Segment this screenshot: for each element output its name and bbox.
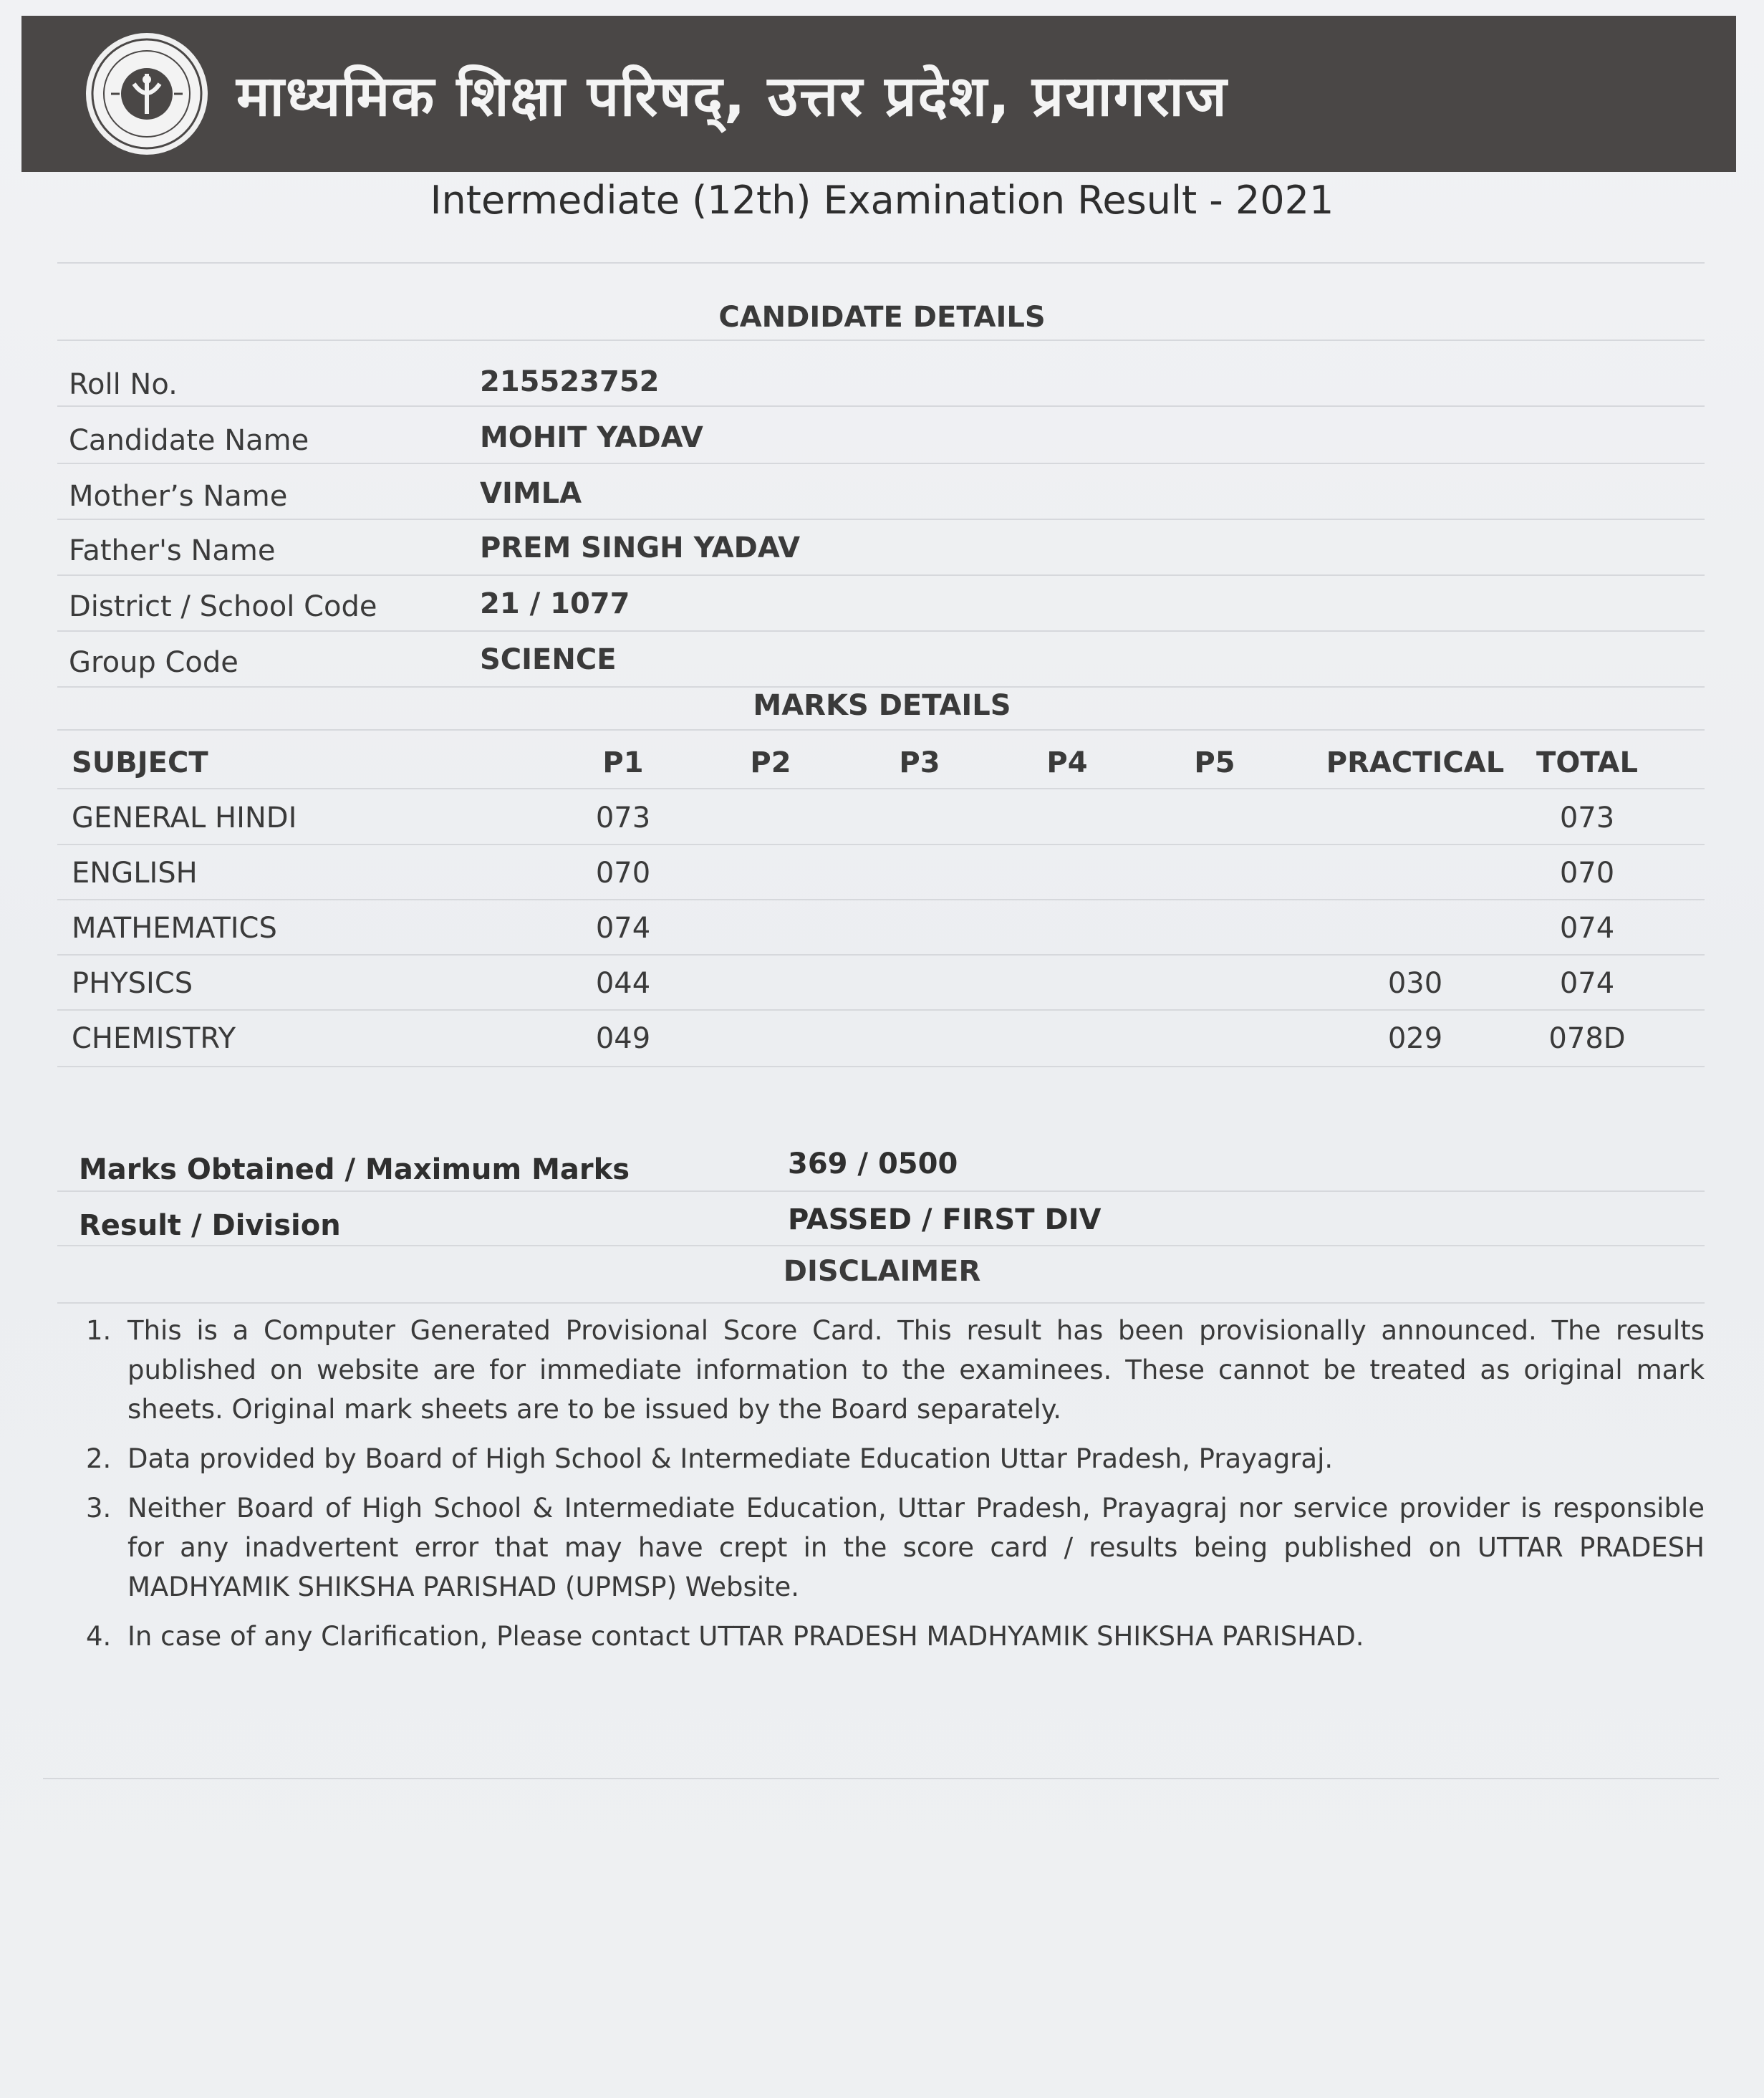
father-name-value: PREM SINGH YADAV (480, 531, 801, 564)
list-item (86, 1617, 1705, 1656)
marks-details-heading: MARKS DETAILS (753, 689, 1011, 722)
marks-obtained-label: Marks Obtained / Maximum Marks (79, 1153, 630, 1186)
divider (57, 463, 1705, 464)
candidate-name-value: MOHIT YADAV (480, 421, 703, 454)
father-name-label: Father's Name (69, 534, 276, 567)
divider (57, 340, 1705, 341)
item-text: Neither Board of High School & Intermediate Education, Uttar Pradesh, Prayagraj nor service provider is responsible for any inadvertent error that may have crept in the score card / results being published on UTTAR PRADESH MADHYAMIK SHIKSHA PARISHAD (UPMSP) Website. (127, 1493, 1705, 1602)
col-p3: P3 (899, 746, 940, 779)
p1-cell: 044 (595, 967, 651, 1000)
candidate-row-father (69, 527, 1702, 582)
table-row (72, 903, 1712, 958)
col-p4: P4 (1046, 746, 1088, 779)
disclaimer-heading: DISCLAIMER (783, 1255, 981, 1288)
total-cell: 073 (1559, 802, 1615, 834)
candidate-details-heading: CANDIDATE DETAILS (718, 301, 1046, 334)
col-practical: PRACTICAL (1326, 746, 1505, 779)
exam-title: Intermediate (12th) Examination Result - 2021 (430, 178, 1334, 223)
subject-cell: CHEMISTRY (72, 1022, 236, 1055)
board-seal-icon (86, 33, 208, 155)
col-p5: P5 (1194, 746, 1235, 779)
item-number: 2. (86, 1443, 112, 1474)
candidate-row-school (69, 583, 1702, 637)
col-p2: P2 (750, 746, 791, 779)
subject-cell: GENERAL HINDI (72, 802, 297, 834)
divider (57, 262, 1705, 264)
divider (57, 686, 1705, 688)
divider (57, 1066, 1705, 1067)
divider (57, 574, 1705, 576)
result-division-value: PASSED / FIRST DIV (788, 1203, 1102, 1236)
mother-name-value: VIMLA (480, 477, 582, 510)
result-division-label: Result / Division (79, 1209, 341, 1242)
candidate-name-label: Candidate Name (69, 424, 309, 457)
divider (57, 405, 1705, 407)
marks-obtained-value: 369 / 0500 (788, 1147, 958, 1180)
total-cell: 074 (1559, 967, 1615, 1000)
practical-cell: 030 (1387, 967, 1443, 1000)
practical-cell: 029 (1387, 1022, 1443, 1055)
subject-cell: PHYSICS (72, 967, 193, 1000)
col-p1: P1 (602, 746, 644, 779)
list-item (86, 1439, 1705, 1478)
subject-cell: MATHEMATICS (72, 912, 277, 945)
board-name: माध्यमिक शिक्षा परिषद्, उत्तर प्रदेश, प्रयागराज (236, 64, 1228, 129)
district-school-label: District / School Code (69, 590, 377, 623)
item-text: Data provided by Board of High School & Intermediate Education Uttar Pradesh, Prayagraj. (127, 1443, 1334, 1474)
item-text: In case of any Clarification, Please contact UTTAR PRADESH MADHYAMIK SHIKSHA PARISHAD. (127, 1621, 1364, 1652)
list-item (86, 1311, 1705, 1429)
subject-cell: ENGLISH (72, 857, 198, 890)
p1-cell: 074 (595, 912, 651, 945)
divider (57, 788, 1705, 789)
table-row (72, 793, 1712, 848)
seal-emblem (90, 37, 204, 151)
total-cell: 074 (1559, 912, 1615, 945)
divider (57, 954, 1705, 956)
p1-cell: 070 (595, 857, 651, 890)
divider (57, 1245, 1705, 1246)
disclaimer-list (86, 1311, 1705, 1666)
table-row (72, 1014, 1712, 1069)
board-header (21, 16, 1736, 172)
divider (57, 519, 1705, 520)
col-subject: SUBJECT (72, 746, 208, 779)
roll-label: Roll No. (69, 368, 178, 401)
list-item (86, 1488, 1705, 1607)
divider (57, 844, 1705, 845)
divider (57, 1009, 1705, 1011)
item-text: This is a Computer Generated Provisional Score Card. This result has been provisionally announced. The results published on website are for immediate information to the examinees. These cannot be treated as original mark sheets. Original mark sheets are to be issued by the Board separately. (127, 1315, 1705, 1425)
divider (57, 729, 1705, 731)
col-total: TOTAL (1536, 746, 1638, 779)
mother-name-label: Mother’s Name (69, 480, 288, 513)
divider (43, 1778, 1719, 1779)
total-cell: 070 (1559, 857, 1615, 890)
candidate-row-group (69, 639, 1702, 693)
item-number: 4. (86, 1621, 112, 1652)
district-school-value: 21 / 1077 (480, 587, 630, 620)
candidate-row-roll (69, 361, 1702, 415)
total-cell: 078D (1548, 1022, 1626, 1055)
roll-value: 215523752 (480, 365, 660, 398)
marks-header-row (72, 738, 1712, 793)
p1-cell: 049 (595, 1022, 651, 1055)
divider (57, 1190, 1705, 1192)
table-row (72, 848, 1712, 903)
item-number: 1. (86, 1315, 112, 1346)
divider (57, 899, 1705, 900)
p1-cell: 073 (595, 802, 651, 834)
divider (57, 1302, 1705, 1304)
item-number: 3. (86, 1493, 112, 1524)
table-row (72, 958, 1712, 1014)
group-code-value: SCIENCE (480, 643, 617, 676)
divider (57, 630, 1705, 632)
group-code-label: Group Code (69, 646, 238, 679)
